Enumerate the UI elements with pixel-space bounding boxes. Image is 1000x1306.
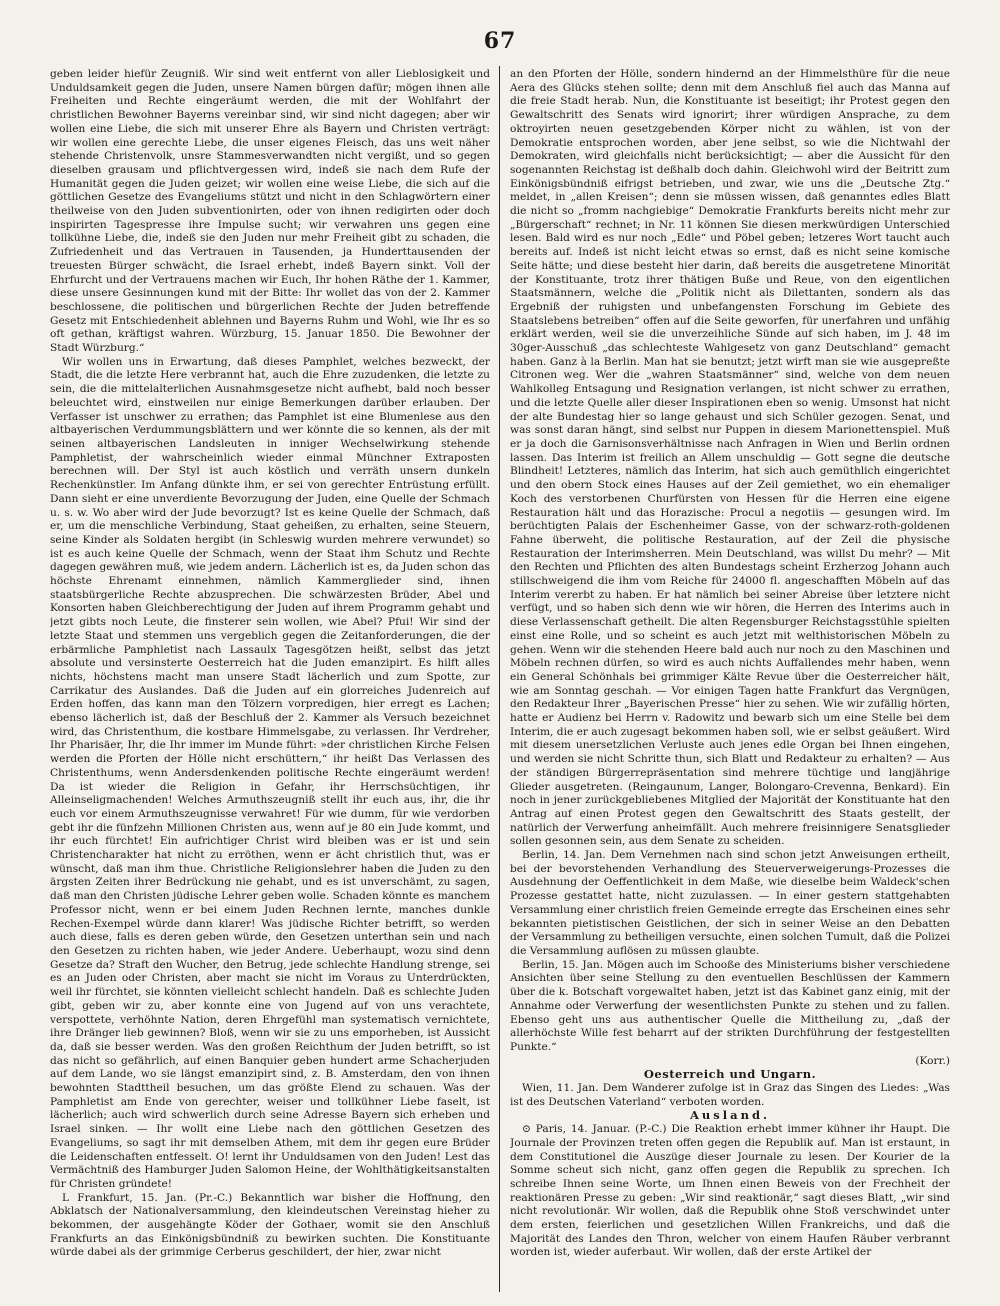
paragraph: Wir wollen uns in Erwartung, daß dieses Pamphlet, welches bezweckt, der Stadt, die die letzte Here verbrannt hat, auch die Ehre zuzudenken, die letzte zu sein, die die mittelalterlichen Ausnahmsgesetze nicht aufhebt, bald noch besser beleuchtet wird, einstweilen nur einige Bemerkungen darüber erlauben. Der Verfasser ist unschwer zu errathen; das Pamphlet ist eine Blumenlese aus den altbayerischen Verdummungsblättern und wer könnte die so kennen, als der mit seinen altbayerischen Landsleuten in inniger Wechselwirkung stehende Pamphletist, der wahrscheinlich wieder einmal Münchner Extraposten berechnen will. Der Styl ist auch köstlich und verräth unsern dunkeln Rechenkünstler. Im Anfang dünkte ihm, er sei von gerechter Entrüstung erfüllt. Dann sieht er eine unverdiente Bevorzugung der Juden, eine Quelle der Schmach u. s. w. Wo aber wird der Jude bevorzugt? Ist es keine Quelle der Schmach, daß er, um die menschliche Verbindung, Staat geheißen, zu erhalten, seine Steuern, seine Kinder als Soldaten hergibt (in Schleswig wurden mehrere verwundet) so ist es auch keine Quelle der Schmach, wenn der Staat ihm Schutz und Rechte dagegen gewähren muß, wie jedem andern. Lächerlich ist es, da Juden schon das höchste Ehrenamt einnehmen, nämlich Kammerglieder sind, ihnen staatsbürgerliche Rechte abzusprechen. Die schwärzesten Brüder, Abel und Konsorten haben Gleichberechtigung der Juden auf ihrem Programm gehabt und jetzt gibts noch Leute, die finsterer sein wollen, wie Abel? Pfui! Wir sind der letzte Staat und stemmen uns vergeblich gegen die Zeitanforderungen, die der erbärmliche Pamphletist nach Lassaulx Tagesgötzen heißt, selbst das jetzt absolute und versinsterte Oesterreich hat die Juden emanzipirt. Es hilft alles nichts, höchstens macht man unsere Stadt lächerlich und zum Spotte, zur Carrikatur des Auslandes. Daß die Juden auf ein glorreiches Judenreich auf Erden hoffen, das kann man den Tölzern vorpredigen, hier erregt es Lachen; ebenso lächerlich ist, daß der Beschluß der 2. Kammer als Versuch bezeichnet wird, das Christenthum, die kostbare Himmelsgabe, zu verlassen. Ihr Verdreher, Ihr Pharisäer, Ihr, die Ihr immer im Munde führt: »der christlichen Kirche Felsen werden die Pforten der Hölle nicht erschüttern,“ ihr heißt Das Verlassen des Christenthums, wenn Andersdenkenden politische Rechte eingeräumt werden! Da ist wieder die Religion in Gefahr, ihr Herrschsüchtigen, ihr Alleinseligmachenden! Welches Armuthszeugniß stellt ihr euch aus, ihr, die ihr euch vor einem Armuthszeugnisse verwahret! Für wie dumm, für wie verdorben gebt ihr die fünfzehn Millionen Christen aus, wenn auf je 80 ein Jude kommt, und ihr euch fürchtet! Ein aufrichtiger Christ wird bleiben was er ist und sein Christencharakter hat nicht zu erröthen, wenn er ächt christlich thut, was er wünscht, daß man ihm thue. Christliche Religionslehrer haben die Juden zu den ärgsten Zeiten ihrer Bedrückung nie gehabt, und es ist unverschämt, zu sagen, daß man den Christen jüdische Lehrer geben wolle. Schaden könnte es manchem Professor nicht, wenn er bei einem Juden Rechnen lernte, manches dunkle Rechen-Exempel würde dann klarer! Was jüdische Richter betrifft, so werden auch diese, falls es deren geben würde, den Gesetzen unterthan sein und nach den Gesetzen zu richten haben, wie jeder Andere. Ueberhaupt, wozu sind denn Gesetze da? Straft den Wucher, den Betrug, jede schlechte Handlung strenge, sei es an Juden oder Christen, aber macht sie nicht im Voraus zu Unterdrückten, weil ihr fürchtet, sie könnten vielleicht schlecht handeln. Daß es schlechte Juden gibt, geben wir zu, aber konnte eine von Jugend auf von uns verachtete, verspottete, verhöhnte Nation, deren Ehrgefühl man systematisch vernichtete, ihre Dränger lieb gewinnen? Bloß, wenn wir sie zu uns emporheben, ist Aussicht da, daß sie besser werden. Was den großen Reichthum der Juden betrifft, so ist das nicht so gefährlich, auf einen Banquier geben hundert arme Schacherjuden auf dem Lande, wo sie längst emanzipirt sind, z. B. Amsterdam, den von ihnen bewohnten Stadttheil besuchen, um das größte Elend zu schauen. Was der Pamphletist am Ende von gerechter, weiser und tollkühner Liebe faselt, ist lächerlich; auch wird schwerlich durch seine Adresse Bayern sich erheben und Israel sinken. — Ihr wollt eine Liebe nach den göttlichen Gesetzen des Evangeliums, so sagt ihr mit demselben Athem, mit dem ihr gegen eure Brüder die Leidenschaften entfesselt. O! lernt ihr Unduldsamen von den Juden! Lest das Vermächtniß des Hamburger Juden Salomon Heine, der Wohlthätigkeitsanstalten für Christen gründete! [50, 355, 490, 1190]
signature: (Korr.) [915, 1054, 950, 1067]
column-divider [499, 66, 500, 1292]
paragraph: ⊙ Paris, 14. Januar. (P.-C.) Die Reaktion erhebt immer kühner ihr Haupt. Die Journale der Provinzen treten offen gegen die Republik auf. Man ist erstaunt, in dem Constitutionel die Auszüge dieser Journale zu lesen. Der Kourier de la Somme scheut sich nicht, ganz offen gegen die Republik zu sprechen. Ich schreibe Ihnen seine Worte, um Ihnen einen Beweis von der Frechheit der reaktionären Presse zu geben: „Wir sind reaktionär,“ sagt dieses Blatt, „wir sind nicht revolutionär. Wir wollen, daß die Republik ohne Stoß verschwindet unter dem ersten, feierlichen und gesetzlichen Willen Frankreichs, und daß die Majorität des Landes den Thron, welcher von einem Haufen Räuber verbrannt worden ist, wieder auferbaut. Wir wollen, daß der erste Artikel der [510, 1123, 950, 1259]
paragraph: Wien, 11. Jan. Dem Wanderer zufolge ist in Graz das Singen des Liedes: „Was ist des Deutschen Vaterland“ verboten worden. [510, 1082, 950, 1108]
left-column [50, 68, 490, 1290]
paragraph: Berlin, 15. Jan. Mögen auch im Schooße des Ministeriums bisher verschiedene Ansichten über seine Stellung zu den eventuellen Beschlüssen der Kammern über die k. Botschaft vorgewaltet haben, jetzt ist das Kabinet ganz einig, mit der Annahme oder Verwerfung der wesentlichsten Punkte zu stehen und zu fallen. Ebenso geht uns aus authentischer Quelle die Mittheilung zu, „daß der allerhöchste Wille fest beharrt auf der strikten Durchführung der festgestellten Punkte.“ [510, 958, 950, 1053]
section-heading: Ausland. [690, 1108, 770, 1123]
section-heading: Oesterreich und Ungarn. [643, 1067, 817, 1082]
paragraph: an den Pforten der Hölle, sondern hindernd an der Himmelsthüre für die neue Aera des Glücks stehen sollte; denn mit dem Anschluß fiel auch das Manna auf die freie Stadt herab. Nun, die Konstituante ist beseitigt; ihr Protest gegen den Gewaltschritt des Senats wird ignorirt; ihrer würdigen Ansprache, zu dem oktroyirten neuen gesetzgebenden Körper nicht zu wählen, ist von der Demokratie entsprochen worden, aber jene selbst, so wie die Nichtwahl der Demokraten, wird gleichfalls nicht berücksichtigt; — aber die Aussicht für den sogenannten Reichstag ist deßhalb doch dahin. Gleichwohl wird der Beitritt zum Einkönigsbündniß eifrigst betrieben, und zwar, wie uns die „Deutsche Ztg.“ meldet, in „allen Kreisen“; denn sie müssen wissen, daß genanntes edles Blatt die nicht so „fromm nachgiebige“ Demokratie Frankfurts bereits nicht mehr zur „Bürgerschaft“ rechnet; in Nr. 11 können Sie diesen merkwürdigen Unterschied lesen. Bald wird es nur noch „Edle“ und Pöbel geben; letzeres Wort taucht auch bereits auf. Indeß ist nicht leicht etwas so ernst, daß es nicht seine komische Seite hätte; und diese besteht hier darin, daß bereits die ausgetretene Minorität der Konstituante, trotz ihrer thätigen Buße und Reue, von den eigentlichen Staatsmännern, welche die „Politik nicht als Dilettanten, sondern als das Ergebniß der ruhigsten und unbefangensten Forschung im Gebiete des Staatslebens betreiben“ offen auf die Seite geworfen, für unerfahren und unfähig erklärt werden, weil sie die unverzeihliche Sünde auf sich haben, im J. 48 im 30ger-Ausschuß „das schlechteste Wahlgesetz von ganz Deutschland“ gemacht haben. Ganz à la Berlin. Man hat sie benutzt; jetzt wirft man sie wie ausgepreßte Citronen weg. Wer die „wahren Staatsmänner“ sind, welche von dem neuen Wahlkolleg Entsagung und Resignation verlangen, ist nicht schwer zu errathen, und die letzte Quelle aller dieser Inspirationen eben so wenig. Umsonst hat nicht der alte Bundestag hier so lange gehaust und sich Schüler gezogen. Senat, und was sonst daran hängt, sind selbst nur Puppen in diesem Marionettenspiel. Muß er ja doch die Garnisonsverhältnisse nach Anfragen in Wien und Berlin ordnen lassen. Das Interim ist freilich an Allem unschuldig — Gott segne die deutsche Blindheit! Letzteres, nämlich das Interim, hat sich auch gemüthlich eingerichtet und den obern Stock eines Hauses auf der Zeil gemiethet, wo ein ehemaliger Koch des verstorbenen Churfürsten von Hessen für die Herren eine eigene Restauration hält und das Horazische: Procul a negotiis — gesungen wird. Im berüchtigten Palais der Eschenheimer Gasse, von der schwarz-roth-goldenen Fahne überweht, die politische Restauration, auf der Zeil die physische Restauration der Interimsherren. Mein Deutschland, was willst Du mehr? — Mit den Rechten und Pflichten des alten Bundestags scheint Erzherzog Johann auch stillschweigend die ihm vom Reiche für 24000 fl. angeschafften Möbeln auf das Interim vererbt zu haben. Er hat nämlich bei seiner Abreise über letztere nicht verfügt, und so haben sich denn wie wir hören, die Herren des Interims auch in diese Verlassenschaft getheilt. Die alten Regensburger Reichstagsstühle spielten einst eine Rolle, und so scheint es auch jetzt mit welthistorischen Möbeln zu gehen. Wenn wir die stehenden Heere bald auch nur noch zu den Maschinen und Möbeln rechnen dürfen, so wird es auch nichts Auffallendes mehr haben, wenn ein General Schönhals bei grimmiger Kälte Revue über die Oesterreicher hält, wie am Sonntag geschah. — Vor einigen Tagen hatte Frankfurt das Vergnügen, den Redakteur Ihrer „Bayerischen Presse“ hier zu sehen. Wie wir zufällig hörten, hatte er Audienz bei Herrn v. Radowitz und bewarb sich um eine Stelle bei dem Interim, die er auch zugesagt bekommen haben soll, wie er selbst geäußert. Wird mit diesem unersetzlichen Verluste auch jenes edle Organ bei Ihnen eingehen, und werden sie nicht Schritte thun, sich Blatt und Redakteur zu erhalten? — Aus der ständigen Bürgerrepräsentation sind mehrere tüchtige und langjährige Glieder ausgetreten. (Reingaunum, Langer, Bolongaro-Crevenna, Benkard). Ein noch in jener zurückgebliebenes Mitglied der Majorität der Konstituante hat den Antrag auf einen Protest gegen den Gewaltschritt des Staats gestellt, der natürlich der Verwerfung anheimfällt. Auch mehrere freisinnigere Senatsglieder sollen gesonnen sein, aus dem Senate zu scheiden. [510, 68, 950, 848]
paragraph: Berlin, 14. Jan. Dem Vernehmen nach sind schon jetzt Anweisungen ertheilt, bei der bevorstehenden Verhandlung des Steuerverweigerungs-Prozesses die Ausdehnung der Oeffentlichkeit in dem Maße, wie dieselbe beim Waldeck'schen Prozesse gestattet hatte, nicht zuzulassen. — In einer gestern stattgehabten Versammlung einer christlich freien Gemeinde erregte das Erscheinen eines sehr bekannten pietistischen Geistlichen, der sich in seiner Weise an den Debatten der Versammlung zu betheiligen versuchte, einen solchen Tumult, daß die Polizei die Versammlung auflösen zu müssen glaubte. [510, 849, 950, 957]
paragraph: L Frankfurt, 15. Jan. (Pr.-C.) Bekanntlich war bisher die Hoffnung, den Abklatsch der Nationalversammlung, den kleindeutschen Vereinstag hieher zu bekommen, der ausgehängte Köder der Gothaer, womit sie den Anschluß Frankfurts an das Einkönigsbündniß zu bewirken suchten. Die Konstituante würde dabei als der grimmige Cerberus geschildert, der hier, zwar nicht [50, 1191, 490, 1259]
page-number: 67 [483, 28, 517, 54]
paragraph: geben leider hiefür Zeugniß. Wir sind weit entfernt von aller Lieblosigkeit und Unduldsamkeit gegen die Juden, unsere Namen bürgen dafür; mögen ihnen alle Freiheiten und Rechte eingeräumt werden, die mit der Wohlfahrt der christlichen Bewohner Bayerns vereinbar sind, wir sind nicht dagegen; aber wir wollen eine Liebe, die sich mit unserer Ehre als Bayern und Christen verträgt: wir wollen eine gerechte Liebe, die unser eigenes Fleisch, das uns weit näher stehende Christenvolk, unsre Stammesverwandten nicht vergißt, und so gegen dieselben grausam und pflichtvergessen wird, indeß sie nach dem Rufe der Humanität gegen die Juden geizet; wir wollen eine weise Liebe, die sich auf die göttlichen Gesetze des Evangeliums stützt und nicht in den Schlagwörtern einer theilweise von den Juden subventionirten, oder von ihnen redigirten oder doch inspirirten Tagespresse ihre Impulse sucht; wir verwahren uns gegen eine tollkühne Liebe, die, indeß sie den Juden nur mehr Freiheit gibt zu schaden, die Zufriedenheit und das Vertrauen in Tausenden, ja Hunderttausenden der treuesten Bürger schwächt, die Israel erhebt, indeß Bayern sinkt. Voll der Ehrfurcht und der Vertrauens machen wir Euch, Ihr hohen Räthe der 1. Kammer, diese unsere Gesinnungen kund mit der Bitte: Ihr wollet das von der 2. Kammer beschlossene, die politischen und bürgerlichen Rechte der Juden betreffende Gesetz mit Entschiedenheit ablehnen und Bayerns Ruhm und Wohl, wie Ihr es so oft gethan, kräftigst wahren. Würzburg, 15. Januar 1850. Die Bewohner der Stadt Würzburg.“ [50, 68, 490, 355]
right-column [510, 68, 950, 1290]
